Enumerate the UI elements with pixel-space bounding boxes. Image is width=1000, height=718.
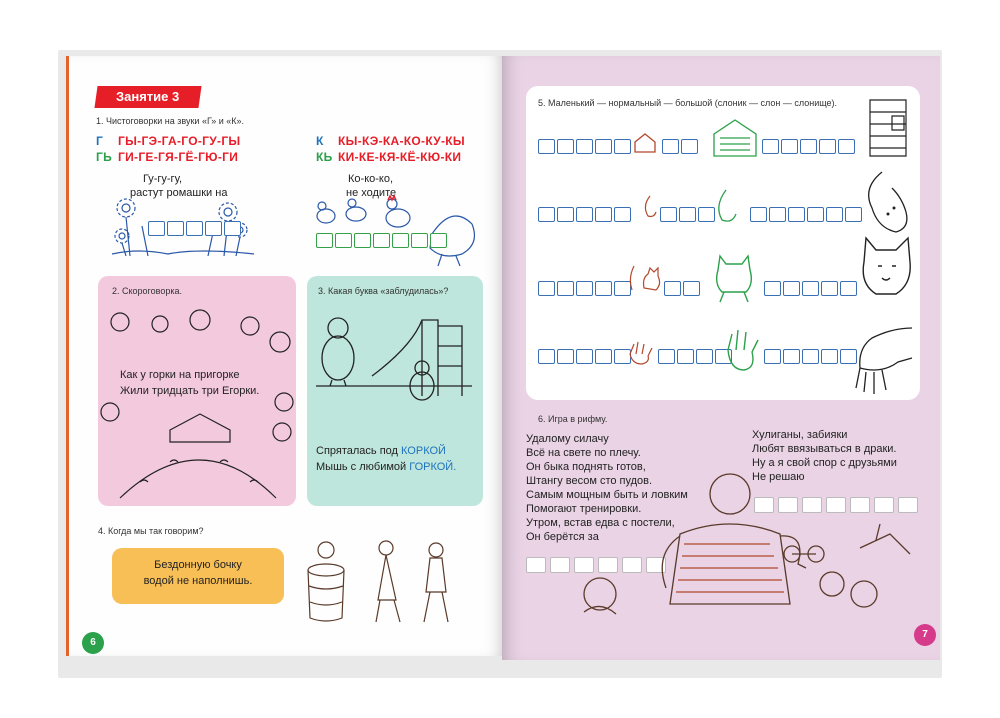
letter-box[interactable]: [821, 281, 838, 296]
exercise-1-title: 1. Чистоговорки на звуки «Г» и «К».: [96, 116, 245, 126]
letter-box[interactable]: [696, 349, 713, 364]
letter-box[interactable]: [614, 139, 631, 154]
k-rhyme-line1: Ко-ко-ко,: [348, 173, 394, 185]
letter-box[interactable]: [538, 349, 555, 364]
letter-box[interactable]: [800, 139, 817, 154]
letter-box[interactable]: [538, 207, 555, 222]
poem1-line: Штангу весом сто пудов.: [526, 475, 653, 487]
gj-letter: ГЬ: [96, 150, 113, 164]
letter-box[interactable]: [679, 207, 696, 222]
row-hand-small-boxes[interactable]: [538, 348, 633, 366]
row-house-big-boxes[interactable]: [762, 138, 857, 156]
letter-box[interactable]: [186, 221, 203, 236]
letter-box[interactable]: [802, 281, 819, 296]
letter-box[interactable]: [205, 221, 222, 236]
cat-icon: [706, 250, 762, 304]
poem2-line: Не решаю: [752, 471, 805, 483]
letter-box[interactable]: [681, 139, 698, 154]
page-number-right: 7: [914, 624, 936, 646]
poem2-line: Хулиганы, забияки: [752, 429, 848, 441]
poem1-line: Он быка поднять готов,: [526, 461, 646, 473]
letter-box[interactable]: [335, 233, 352, 248]
letter-box[interactable]: [430, 233, 447, 248]
letter-box[interactable]: [788, 207, 805, 222]
letter-box[interactable]: [781, 139, 798, 154]
letter-box[interactable]: [167, 221, 184, 236]
letter-box[interactable]: [819, 139, 836, 154]
letter-box[interactable]: [576, 281, 593, 296]
row-cat-small-boxes[interactable]: [538, 280, 633, 298]
row-nose-normal-boxes[interactable]: [660, 206, 717, 224]
row-nose-small-boxes[interactable]: [538, 206, 633, 224]
letter-box[interactable]: [750, 207, 767, 222]
letter-box[interactable]: [660, 207, 677, 222]
g-letter: Г: [96, 134, 104, 148]
k-letter: К: [316, 134, 324, 148]
big-house-icon: [866, 96, 910, 160]
letter-box[interactable]: [762, 139, 779, 154]
tongue-twister-line2: Жили тридцать три Егорки.: [120, 385, 260, 397]
small-nose-icon: [640, 194, 660, 220]
exercise-5-title: 5. Маленький — нормальный — большой (слоник — слон — слонище).: [538, 98, 838, 108]
kj-letter: КЬ: [316, 150, 333, 164]
row-cat-normal-boxes[interactable]: [664, 280, 702, 298]
proverb-line1: Бездонную бочку: [154, 559, 242, 571]
poem1-line: Удалому силачу: [526, 433, 609, 445]
letter-box[interactable]: [576, 207, 593, 222]
riddle-line1: Спряталась под КОРКОЙ: [316, 445, 446, 457]
letter-box[interactable]: [595, 207, 612, 222]
row-house-normal-boxes[interactable]: [662, 138, 700, 156]
hand-icon: [722, 328, 762, 374]
letter-box[interactable]: [683, 281, 700, 296]
letter-box[interactable]: [783, 349, 800, 364]
poem1-line: Помогают тренировки.: [526, 503, 642, 515]
letter-box[interactable]: [550, 557, 570, 573]
poem1-line: Утром, встав едва с постели,: [526, 517, 675, 529]
riddle-line2: Мышь с любимой ГОРКОЙ.: [316, 461, 457, 473]
row-house-small-boxes[interactable]: [538, 138, 633, 156]
letter-box[interactable]: [373, 233, 390, 248]
exercise-3-title: 3. Какая буква «заблудилась»?: [318, 286, 449, 296]
letter-box[interactable]: [826, 207, 843, 222]
exercise-6-title: 6. Игра в рифму.: [538, 414, 608, 424]
letter-box[interactable]: [148, 221, 165, 236]
letter-box[interactable]: [838, 139, 855, 154]
letter-box[interactable]: [769, 207, 786, 222]
poem2-line: Ну а я свой спор с друзьями: [752, 457, 897, 469]
row-cat-big-boxes[interactable]: [764, 280, 859, 298]
letter-box[interactable]: [807, 207, 824, 222]
letter-box[interactable]: [764, 281, 781, 296]
g-syllables: ГЫ-ГЭ-ГА-ГО-ГУ-ГЫ: [118, 134, 241, 148]
poem2-line: Любят ввязываться в драки.: [752, 443, 897, 455]
letter-box[interactable]: [595, 349, 612, 364]
small-house-icon: [632, 132, 658, 154]
row-nose-big-boxes[interactable]: [750, 206, 864, 224]
letter-box[interactable]: [557, 349, 574, 364]
exercise-2-title: 2. Скороговорка.: [112, 286, 182, 296]
poem1-line: Самым мощным быть и ловким: [526, 489, 688, 501]
poem1-line: Всё на свете по плечу.: [526, 447, 641, 459]
letter-box[interactable]: [595, 281, 612, 296]
poem1-line: Он берётся за: [526, 531, 599, 543]
letter-box[interactable]: [595, 139, 612, 154]
k-rhyme-line2: не ходите: [346, 187, 397, 199]
letter-box[interactable]: [354, 233, 371, 248]
barrel-children-illustration: [296, 530, 476, 630]
slide-mouse-illustration: [312, 306, 482, 420]
letter-box[interactable]: [677, 349, 694, 364]
letter-box[interactable]: [526, 557, 546, 573]
letter-box[interactable]: [662, 139, 679, 154]
small-cat-icon: [624, 258, 664, 298]
letter-box[interactable]: [664, 281, 681, 296]
lesson-label: Занятие 3: [94, 86, 201, 108]
letter-box[interactable]: [557, 281, 574, 296]
big-cat-icon: [856, 232, 916, 306]
tongue-twister-line1: Как у горки на пригорке: [120, 369, 240, 381]
page-number-left: 6: [82, 632, 104, 654]
letter-box[interactable]: [821, 349, 838, 364]
letter-box[interactable]: [557, 207, 574, 222]
k-answer-boxes[interactable]: [316, 232, 449, 250]
big-hand-icon: [852, 318, 914, 396]
strongman-illustration: [570, 464, 920, 634]
g-rhyme-line2: растут ромашки на: [130, 187, 228, 199]
letter-box[interactable]: [392, 233, 409, 248]
letter-box[interactable]: [840, 281, 857, 296]
k-syllables: КЫ-КЭ-КА-КО-КУ-КЫ: [338, 134, 465, 148]
letter-box[interactable]: [316, 233, 333, 248]
exercise-4-title: 4. Когда мы так говорим?: [98, 526, 204, 536]
letter-box[interactable]: [783, 281, 800, 296]
row-hand-big-boxes[interactable]: [764, 348, 859, 366]
big-nose-icon: [852, 168, 912, 238]
letter-box[interactable]: [658, 349, 675, 364]
letter-box[interactable]: [557, 139, 574, 154]
letter-box[interactable]: [802, 349, 819, 364]
kj-syllables: КИ-КЕ-КЯ-КЁ-КЮ-КИ: [338, 150, 462, 164]
g-rhyme-line1: Гу-гу-гу,: [143, 173, 183, 185]
nose-icon: [712, 188, 740, 226]
letter-box[interactable]: [411, 233, 428, 248]
house-icon: [710, 118, 760, 158]
gj-syllables: ГИ-ГЕ-ГЯ-ГЁ-ГЮ-ГИ: [118, 150, 239, 164]
letter-box[interactable]: [538, 139, 555, 154]
letter-box[interactable]: [224, 221, 241, 236]
letter-box[interactable]: [576, 349, 593, 364]
letter-box[interactable]: [576, 139, 593, 154]
letter-box[interactable]: [538, 281, 555, 296]
small-hand-icon: [626, 340, 654, 366]
letter-box[interactable]: [764, 349, 781, 364]
g-answer-boxes[interactable]: [148, 220, 243, 238]
hill-kids-illustration: [100, 302, 294, 502]
letter-box[interactable]: [614, 207, 631, 222]
proverb-line2: водой не наполнишь.: [143, 575, 253, 587]
